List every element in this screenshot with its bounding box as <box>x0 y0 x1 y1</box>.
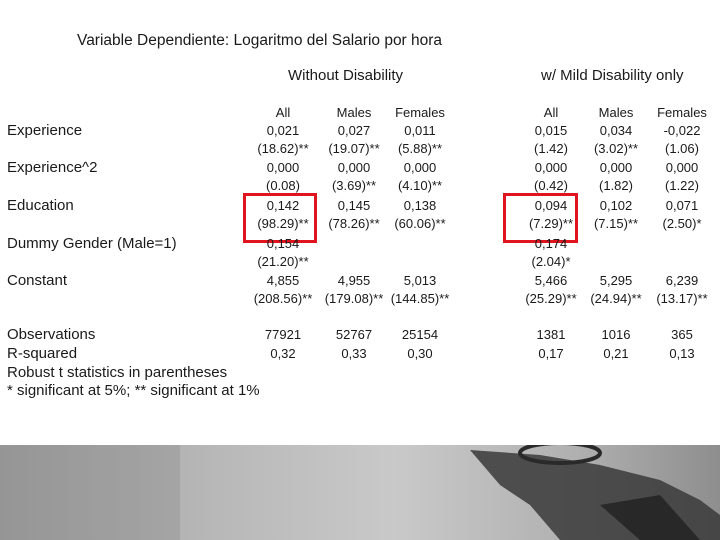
tstat-education-females-without: (60.06)** <box>394 216 446 231</box>
observations-males-without: 52767 <box>335 327 373 342</box>
table-note-2: * significant at 5%; ** significant at 1% <box>7 382 260 399</box>
coef-constant-females-mild: 6,239 <box>665 273 699 288</box>
coef-experience-all-mild: 0,015 <box>534 123 568 138</box>
tstat-education-all-mild: (7.29)** <box>528 216 574 231</box>
group-header-without-disability: Without Disability <box>288 67 404 84</box>
coef-experience-2-males-mild: 0,000 <box>599 160 633 175</box>
observations-males-mild: 1016 <box>601 327 631 342</box>
row-label-r-squared: R-squared <box>7 345 78 362</box>
coef-education-all-without: 0,142 <box>266 198 300 213</box>
coef-experience-2-males-without: 0,000 <box>337 160 371 175</box>
coef-experience-all-without: 0,021 <box>266 123 300 138</box>
coef-constant-all-mild: 5,466 <box>534 273 568 288</box>
tstat-experience-2-males-without: (3.69)** <box>331 178 377 193</box>
coef-constant-females-without: 5,013 <box>403 273 437 288</box>
row-label-education: Education <box>7 197 74 214</box>
tstat-dummy-gender-male-1-all-mild: (2.04)* <box>531 254 571 269</box>
coef-dummy-gender-male-1-all-mild: 0,174 <box>534 236 568 251</box>
tstat-experience-males-without: (19.07)** <box>328 141 380 156</box>
coef-experience-females-without: 0,011 <box>404 123 436 138</box>
tstat-constant-females-mild: (13.17)** <box>656 291 708 306</box>
coef-experience-females-mild: -0,022 <box>663 123 701 138</box>
observations-all-mild: 1381 <box>536 327 566 342</box>
coef-experience-2-all-without: 0,000 <box>266 160 300 175</box>
r-squared-females-mild: 0,13 <box>669 346 695 361</box>
tstat-dummy-gender-male-1-all-without: (21.20)** <box>257 254 309 269</box>
coef-experience-2-females-mild: 0,000 <box>665 160 699 175</box>
shadow-photo-shape <box>0 445 720 540</box>
coef-experience-2-all-mild: 0,000 <box>534 160 568 175</box>
column-header-all-mild: All <box>543 105 559 120</box>
coef-education-males-mild: 0,102 <box>599 198 633 213</box>
column-header-females-without: Females <box>395 105 445 120</box>
coef-experience-males-without: 0,027 <box>337 123 371 138</box>
tstat-experience-all-mild: (1.42) <box>534 141 568 156</box>
tstat-experience-2-females-mild: (1.22) <box>665 178 699 193</box>
tstat-education-all-without: (98.29)** <box>257 216 309 231</box>
column-header-females-mild: Females <box>657 105 707 120</box>
coef-constant-males-mild: 5,295 <box>599 273 633 288</box>
coef-education-males-without: 0,145 <box>337 198 371 213</box>
column-header-males-mild: Males <box>598 105 634 120</box>
coef-experience-males-mild: 0,034 <box>599 123 633 138</box>
column-header-males-without: Males <box>336 105 372 120</box>
coef-dummy-gender-male-1-all-without: 0,154 <box>266 236 300 251</box>
observations-females-without: 25154 <box>401 327 439 342</box>
table-note-1: Robust t statistics in parentheses <box>7 364 228 381</box>
tstat-constant-all-mild: (25.29)** <box>525 291 577 306</box>
tstat-constant-males-mild: (24.94)** <box>590 291 642 306</box>
tstat-experience-females-mild: (1.06) <box>665 141 699 156</box>
r-squared-females-without: 0,30 <box>407 346 433 361</box>
observations-females-mild: 365 <box>671 327 693 342</box>
tstat-experience-all-without: (18.62)** <box>257 141 309 156</box>
observations-all-without: 77921 <box>264 327 302 342</box>
tstat-constant-females-without: (144.85)** <box>390 291 450 306</box>
row-label-constant: Constant <box>7 272 68 289</box>
coef-education-females-without: 0,138 <box>403 198 437 213</box>
tstat-experience-2-all-mild: (0.42) <box>534 178 568 193</box>
coef-constant-all-without: 4,855 <box>266 273 300 288</box>
row-label-experience: Experience <box>7 122 83 139</box>
tstat-constant-all-without: (208.56)** <box>253 291 313 306</box>
r-squared-males-mild: 0,21 <box>603 346 629 361</box>
background-photo-strip <box>0 445 720 540</box>
coef-education-females-mild: 0,071 <box>665 198 699 213</box>
tstat-constant-males-without: (179.08)** <box>324 291 384 306</box>
row-label-dummy-gender-male-1: Dummy Gender (Male=1) <box>7 235 177 252</box>
coef-constant-males-without: 4,955 <box>337 273 371 288</box>
tstat-education-males-mild: (7.15)** <box>593 216 639 231</box>
tstat-experience-2-all-without: (0.08) <box>266 178 300 193</box>
table-title: Variable Dependiente: Logaritmo del Salario por hora <box>77 32 443 49</box>
tstat-experience-males-mild: (3.02)** <box>593 141 639 156</box>
tstat-education-males-without: (78.26)** <box>328 216 380 231</box>
coef-experience-2-females-without: 0,000 <box>403 160 437 175</box>
tstat-experience-2-males-mild: (1.82) <box>599 178 633 193</box>
group-header-mild-disability: w/ Mild Disability only <box>541 67 684 84</box>
tstat-education-females-mild: (2.50)* <box>662 216 702 231</box>
column-header-all-without: All <box>275 105 291 120</box>
row-label-observations: Observations <box>7 326 96 343</box>
tstat-experience-2-females-without: (4.10)** <box>397 178 443 193</box>
tstat-experience-females-without: (5.88)** <box>397 141 443 156</box>
r-squared-all-mild: 0,17 <box>538 346 564 361</box>
r-squared-males-without: 0,33 <box>341 346 367 361</box>
r-squared-all-without: 0,32 <box>270 346 296 361</box>
coef-education-all-mild: 0,094 <box>534 198 568 213</box>
row-label-experience-2: Experience^2 <box>7 159 98 176</box>
